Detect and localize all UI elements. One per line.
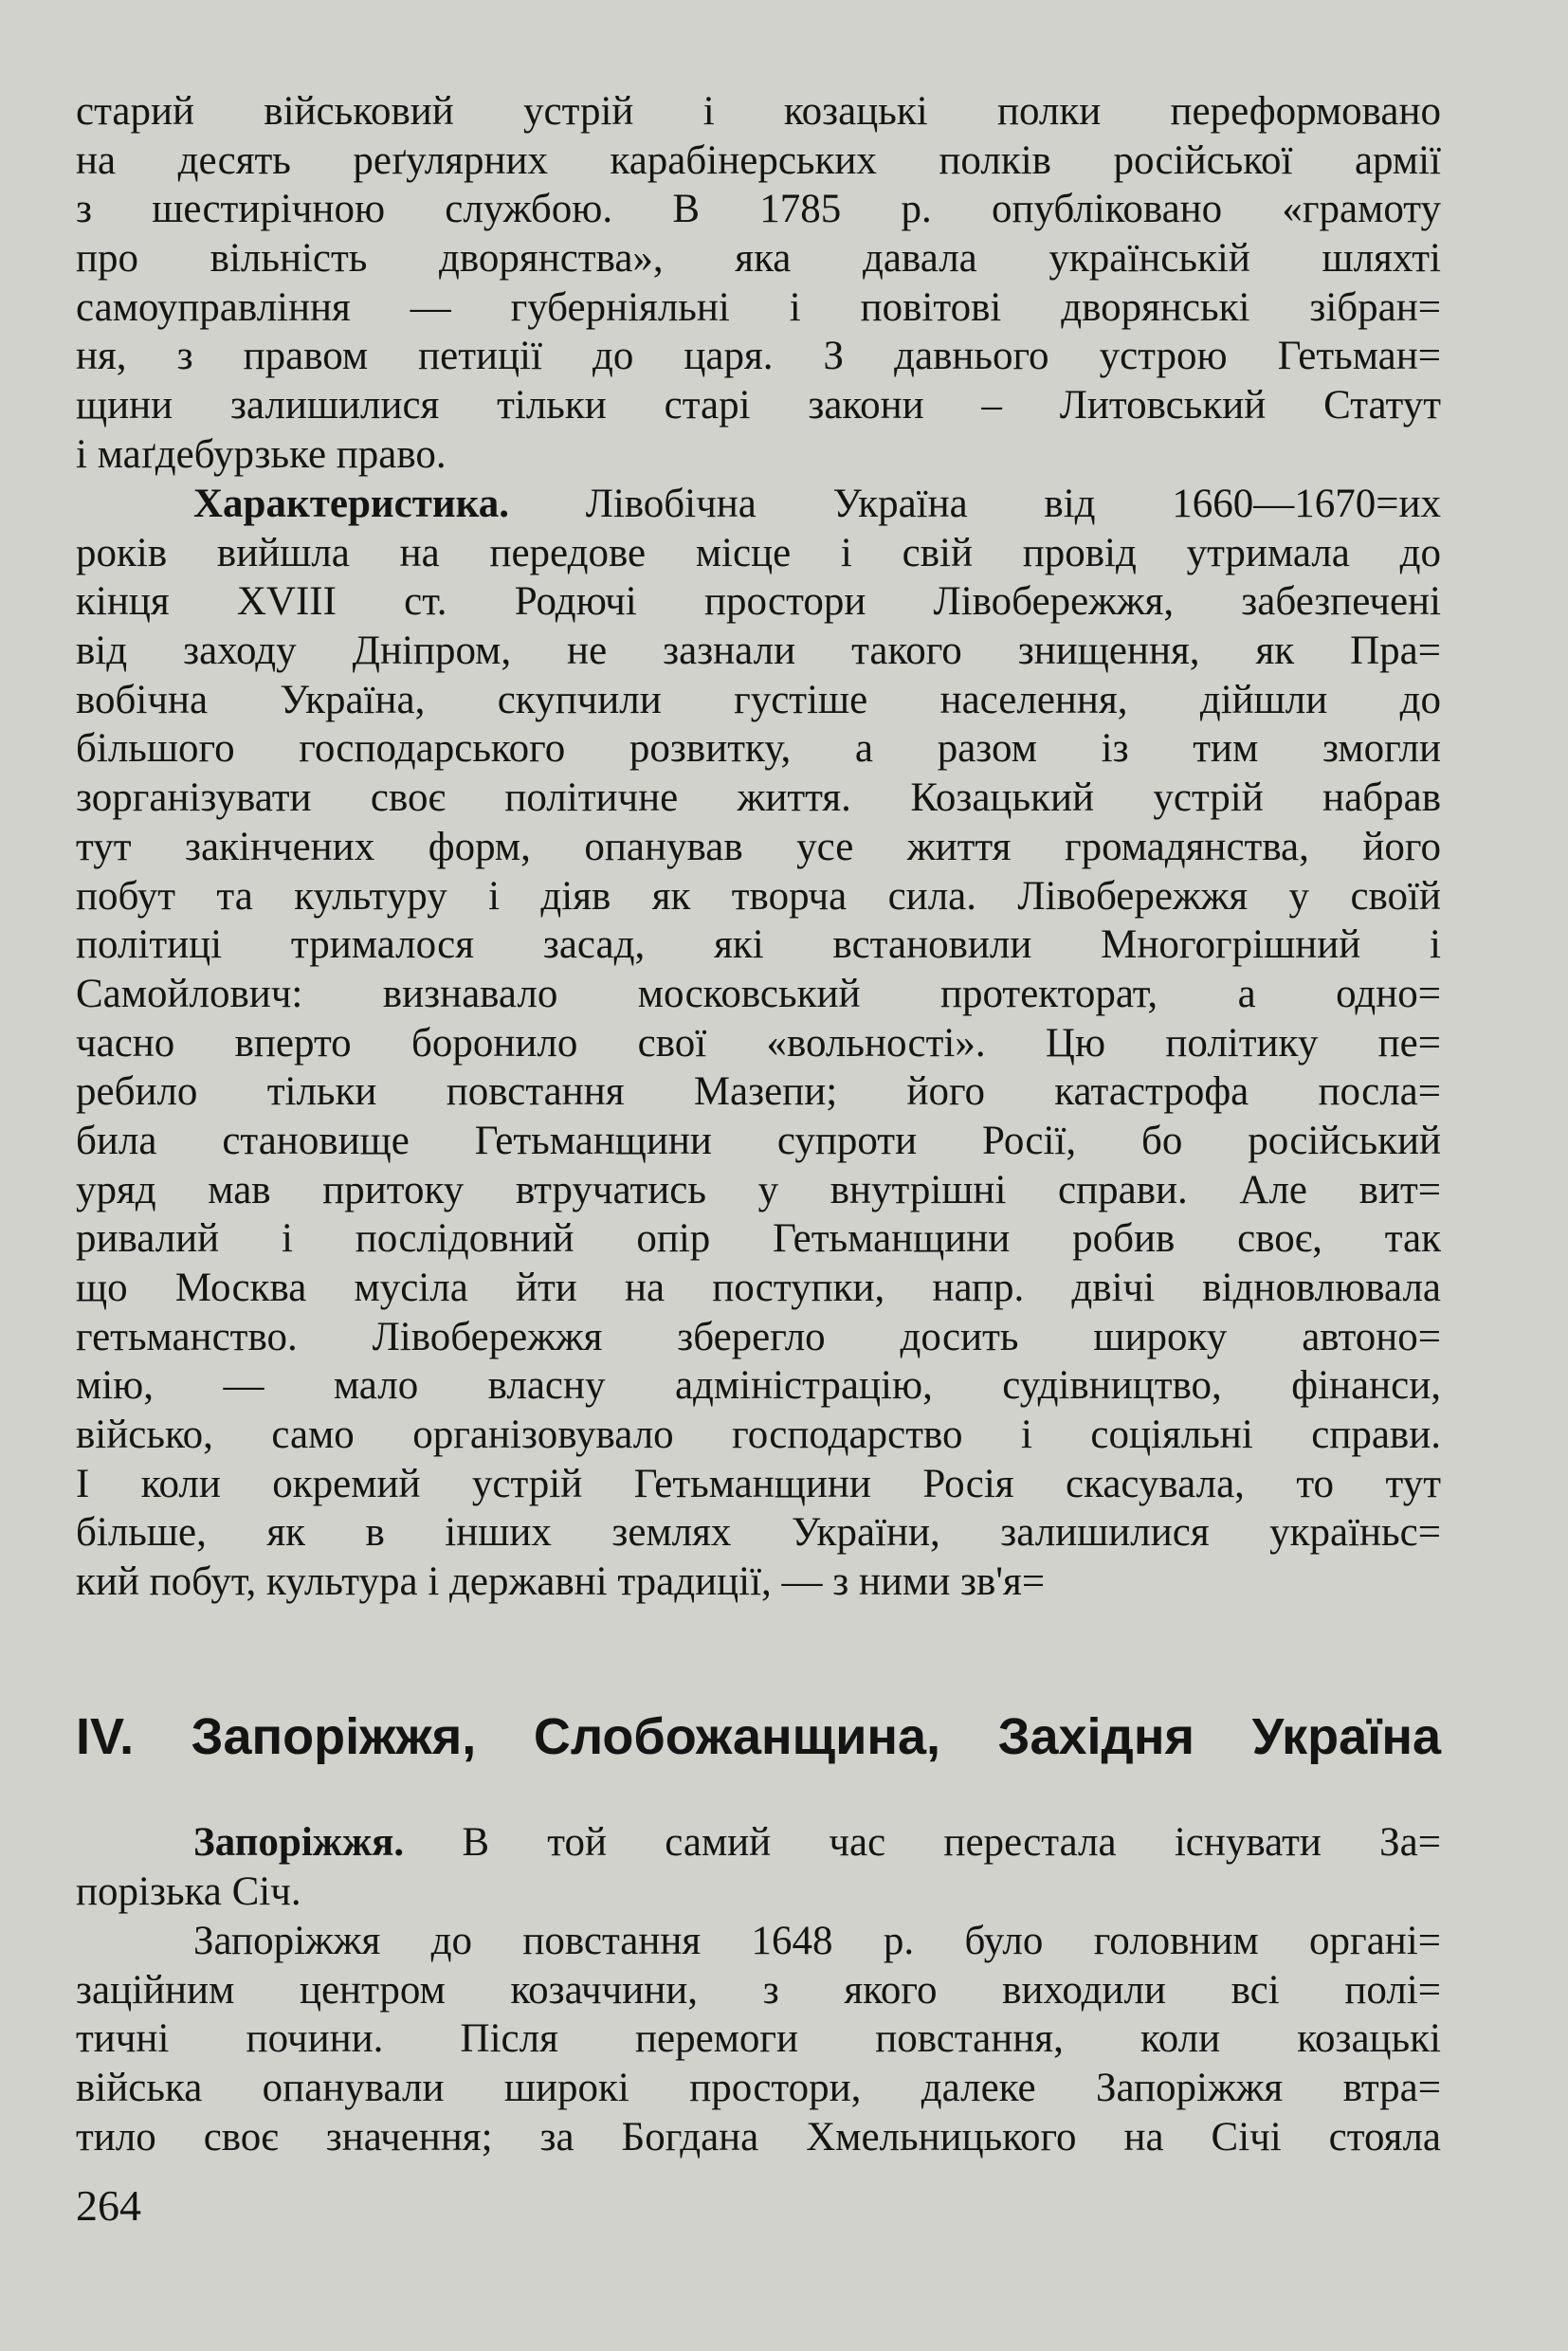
text-line: ривалий і послідовний опір Гетьманщини робив своє, так [76,1216,1441,1262]
paragraph-characteristics [76,480,1441,1607]
text-line: мію, — мало власну адміністрацію, судівництво, фінанси, [76,1363,1441,1409]
text-line: била становище Гетьманщини супроти Росії, бо російський [76,1118,1441,1163]
text-line-first: Запоріжжя до повстання 1648 р. було головним органі= [193,1919,1441,1963]
text-line: тило своє значення; за Богдана Хмельницького на Січі стояла [76,2114,1441,2160]
text-line: порізька Січ. [76,1868,301,1914]
text-line: ребило тільки повстання Мазепи; його катастрофа посла= [76,1069,1441,1115]
text-line: військо, само організовувало господарство і соціяльні справи. [76,1412,1441,1458]
text-line-first [76,1818,1441,1868]
text-line: кінця XVIII ст. Родючі простори Лівобережжя, забезпечені [76,579,1441,625]
paragraph-zaporizhzhia-history [76,1917,1441,2161]
text-line: часно вперто боронило свої «вольності». Цю політику пе= [76,1020,1441,1066]
paragraph-lead: Характеристика. [193,482,509,526]
text-line: побут та культуру і діяв як творча сила. Лівобережжя у своїй [76,873,1441,919]
paragraph-zaporizhzhia-intro [76,1818,1441,1916]
paragraph-continuation [76,87,1441,480]
text-line: заційним центром козаччини, з якого виходили всі полі= [76,1967,1441,2013]
text-line: більше, як в інших землях України, залишилися україньс= [76,1510,1441,1556]
text-run: В той самий час перестала існувати За= [404,1820,1441,1865]
text-run: Лівобічна Україна від 1660—1670=их [509,482,1441,526]
text-line: кий побут, культура і державні традиції, — з ними зв'я= [76,1559,1046,1605]
text-line: щини залишилися тільки старі закони – Литовський Статут [76,383,1441,428]
text-line: вобічна Україна, скупчили густіше населення, дійшли до [76,677,1441,722]
text-line: на десять реґулярних карабінерських полків російської армії [76,137,1441,183]
text-line: гетьманство. Лівобережжя зберегло досить широку автоно= [76,1314,1441,1359]
text-line: що Москва мусіла йти на поступки, напр. двічі відновлювала [76,1266,1441,1310]
text-line: І коли окремий устрій Гетьманщини Росія скасувала, то тут [76,1461,1441,1506]
text-line: Самойлович: визнавало московський протекторат, а одно= [76,971,1441,1016]
page-number: 264 [76,2181,141,2230]
text-line-first [76,480,1441,529]
line-group [76,1917,1441,2161]
text-line: тичні почини. Після перемоги повстання, коли козацькі [76,2016,1441,2062]
text-line: війська опанували широкі простори, далеке Запоріжжя втра= [76,2066,1441,2111]
text-line: і маґдебурзьке право. [76,431,447,477]
text-line: старий військовий устрій і козацькі полки переформовано [76,89,1441,134]
text-line: зорганізувати своє політичне життя. Козацький устрій набрав [76,775,1441,821]
line-group [76,1818,1441,1916]
text-line: з шестирічною службою. В 1785 р. опубліковано «грамоту [76,187,1441,232]
text-line: уряд мав притоку втручатись у внутрішні справи. Але вит= [76,1167,1441,1212]
text-line: про вільність дворянства», яка давала українській шляхті [76,236,1441,282]
line-group [76,480,1441,1607]
text-line: політиці трималося засад, які встановили Многогрішний і [76,922,1441,968]
line-group [76,87,1441,480]
text-line: більшого господарського розвитку, а разом із тим змогли [76,726,1441,772]
text-line: тут закінчених форм, опанував усе життя громадянства, його [76,824,1441,869]
text-line: років вийшла на передове місце і свій провід утримала до [76,530,1441,575]
text-line: від заходу Дніпром, не зазнали такого знищення, як Пра= [76,629,1441,674]
paragraph-lead: Запоріжжя. [193,1820,405,1865]
section-heading: IV. Запоріжжя, Слобожанщина, Західня Україна [76,1708,1441,1765]
text-line: ня, з правом петиції до царя. З давнього устрою Гетьман= [76,334,1441,379]
text-line: самоуправління — губерніяльні і повітові дворянські зібран= [76,284,1441,330]
